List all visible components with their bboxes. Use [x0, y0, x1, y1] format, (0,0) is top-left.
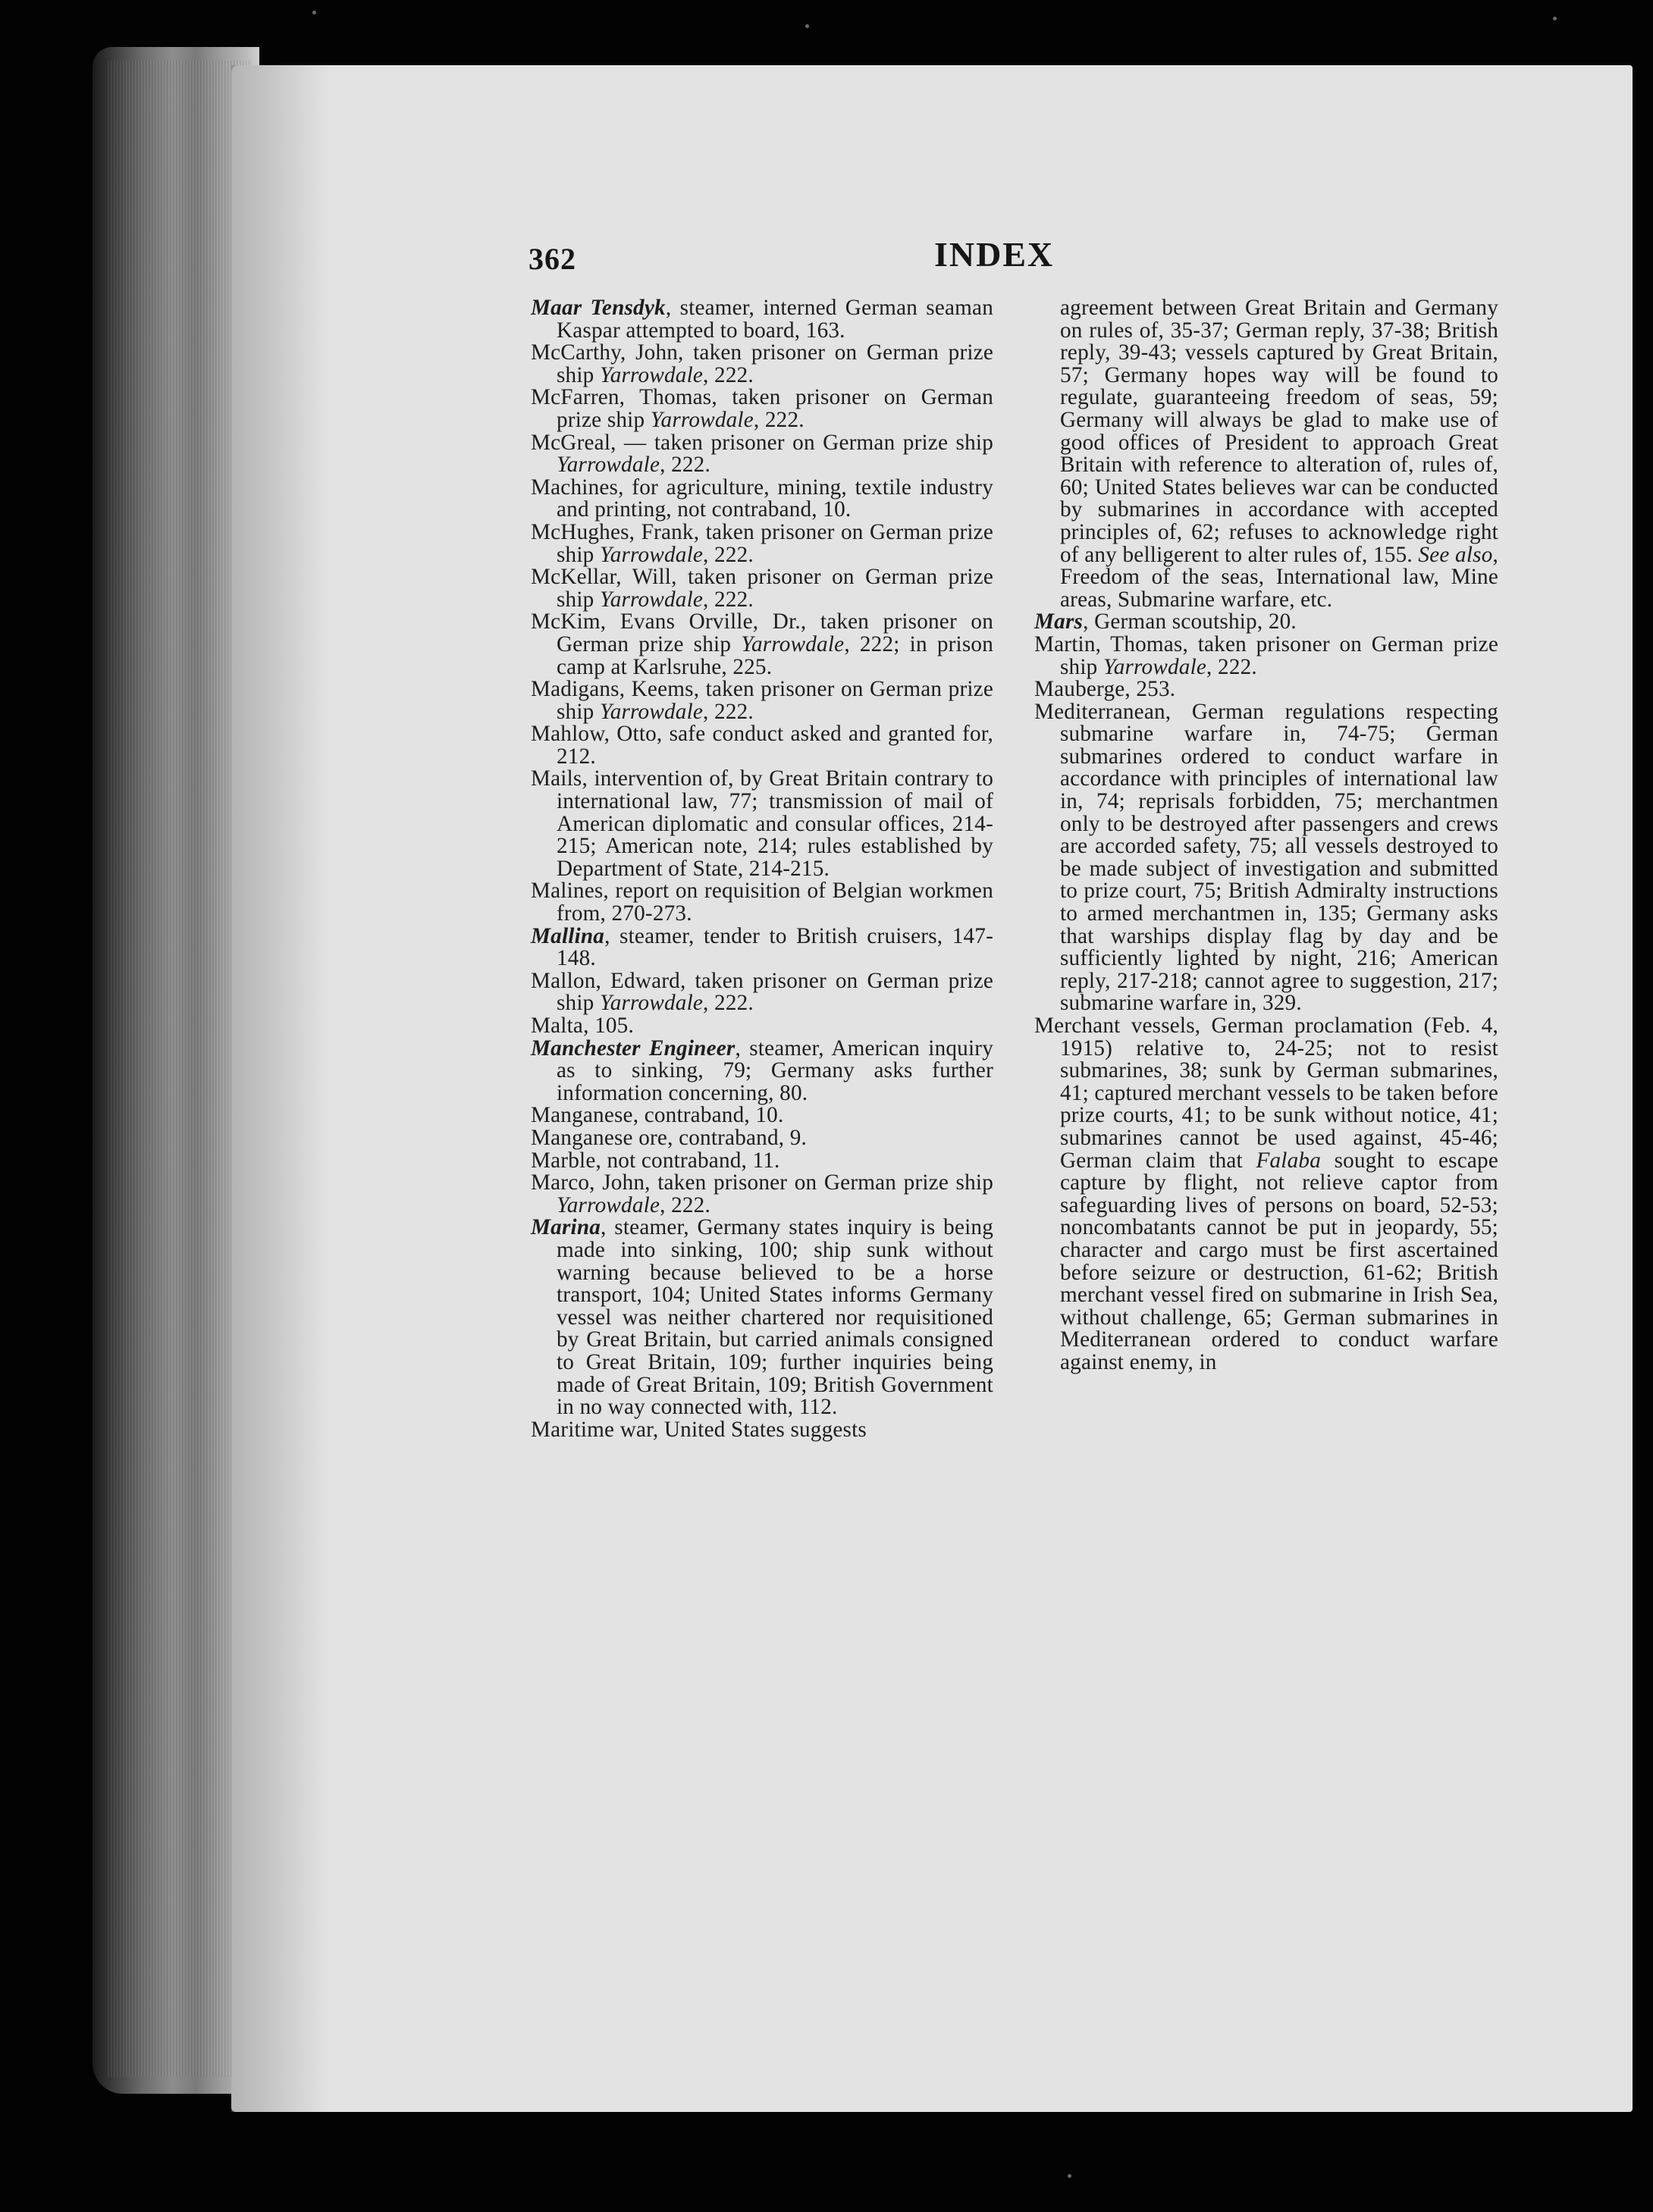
- entry-text: Manganese, contraband, 10.: [531, 1103, 784, 1128]
- index-entry-maar-tensdyk: [531, 297, 993, 342]
- italic-text: Yarrowdale: [557, 453, 660, 478]
- italic-text: Yarrowdale: [1103, 654, 1207, 679]
- italic-text: Mallina: [531, 923, 605, 948]
- italic-text: Yarrowdale: [599, 542, 704, 567]
- entry-text: sought to escape capture by flight, not relieve captor from safeguarding lives of persons on board, 52-53; noncombatants cannot be put in jeopardy, 55; character and cargo must be first ascertained before seizure or destruction, 61-62; British merchant vessel fired on submarine in Irish Sea, without challenge, 65; German submarines in Mediterranean ordered to conduct warfare against enemy, in: [1060, 1148, 1498, 1374]
- entry-text: Merchant vessels, German proclamation (Feb. 4, 1915) relative to, 24-25; not to resist submarines, 38; sunk by German submarines, 41; captured merchant vessels to be taken before prize courts, 41; to be sunk without notice, 41; submarines cannot be used against, 45-46; German claim that: [1034, 1014, 1498, 1173]
- entry-text: , 222.: [703, 587, 754, 612]
- index-entry-madigans: [531, 678, 993, 723]
- index-entry-marble: [531, 1150, 993, 1173]
- entry-text: Manganese ore, contraband, 9.: [531, 1125, 808, 1150]
- index-entry-malines: [531, 880, 993, 925]
- italic-text: Yarrowdale: [557, 1192, 660, 1217]
- entry-text: McFarren, Thomas, taken prisoner on German prize ship: [531, 385, 993, 432]
- dust-speck: [1068, 2174, 1071, 2178]
- italic-text: Mars: [1034, 609, 1084, 634]
- entry-text: McGreal, — taken prisoner on German prize ship: [531, 430, 993, 455]
- index-entry-mails: [531, 768, 993, 880]
- index-entry-mahlow: [531, 723, 993, 768]
- entry-text: Malta, 105.: [531, 1014, 634, 1038]
- index-entry-mallon: [531, 970, 993, 1015]
- italic-text: Yarrowdale: [599, 699, 704, 724]
- italic-text: Yarrowdale: [741, 631, 845, 656]
- index-entry-martin: [1034, 631, 1498, 679]
- italic-text: Yarrowdale: [599, 587, 704, 612]
- entry-text: , 222.: [660, 1192, 710, 1217]
- index-entry-malta: [531, 1015, 993, 1038]
- entry-text: Mahlow, Otto, safe conduct asked and granted for, 212.: [531, 722, 993, 769]
- index-entry-mcfarren: [531, 387, 993, 431]
- entry-text: Malines, report on requisition of Belgian workmen from, 270-273.: [531, 879, 993, 926]
- page-edge-texture: [106, 61, 250, 2077]
- entry-text: , steamer, Germany states inquiry is being made into sinking, 100; ship sunk without warning because believed to be a horse transport, 104; United States informs Germany vessel was neither chartered nor requisitioned by Great Britain, but carried animals consigned to Great Britain, 109; further inquiries being made of Great Britain, 109; British Government in no way connected with, 112.: [557, 1215, 993, 1420]
- entry-text: Martin, Thomas, taken prisoner on German prize ship: [1034, 631, 1498, 679]
- italic-text: See also: [1418, 542, 1493, 567]
- dust-speck: [1553, 17, 1557, 20]
- page-number: 362: [529, 242, 576, 276]
- index-column-left: [531, 297, 993, 1441]
- entry-text: Marble, not contraband, 11.: [531, 1148, 780, 1173]
- page-gutter-shadow: [231, 65, 330, 2112]
- entry-text: Maritime war, United States suggests: [531, 1417, 867, 1442]
- entry-text: Mediterranean, German regulations respecting submarine warfare in, 74-75; German submarines ordered to conduct warfare in accordance with principles of international law in, 74; reprisals forbidden, 75; merchantmen only to be destroyed after passengers and crews are accorded safety, 75; all vessels destroyed to be made subject of investigation and submitted to prize court, 75; British Admiralty instructions to armed merchantmen in, 135; Germany asks that warships display flag by day and be sufficiently lighted by night, 216; American reply, 217-218; cannot agree to suggestion, 217; submarine warfare in, 329.: [1034, 699, 1498, 1016]
- entry-text: Marco, John, taken prisoner on German prize ship: [531, 1170, 993, 1195]
- index-entry-mccarthy: [531, 342, 993, 387]
- index-column-right: [1034, 297, 1498, 1374]
- entry-text: , 222.: [703, 362, 754, 387]
- index-entry-marco: [531, 1172, 993, 1217]
- entry-text: McKim, Evans Orville, Dr., taken prisoner on German prize ship: [531, 609, 993, 656]
- running-head: INDEX: [934, 235, 1055, 274]
- entry-text: , Freedom of the seas, International law, Mine areas, Submarine warfare, etc.: [1060, 542, 1498, 612]
- entry-text: , 222.: [1206, 654, 1257, 679]
- italic-text: Falaba: [1256, 1148, 1321, 1173]
- index-entry-mars: [1034, 611, 1498, 634]
- entry-text: , 222.: [703, 699, 754, 724]
- entry-text: , 222; in prison camp at Karlsruhe, 225.: [557, 631, 993, 679]
- entry-text: Madigans, Keems, taken prisoner on German prize ship: [531, 677, 993, 724]
- index-entry-marina: [531, 1217, 993, 1418]
- dust-speck: [312, 11, 316, 14]
- italic-text: Maar Tensdyk: [531, 296, 666, 320]
- dust-speck: [805, 24, 809, 28]
- entry-text: Machines, for agriculture, mining, textile industry and printing, not contraband, 10.: [531, 475, 993, 522]
- entry-text: , 222.: [703, 991, 754, 1016]
- entry-text: McKellar, Will, taken prisoner on German prize ship: [531, 565, 993, 612]
- entry-text: , 222.: [703, 542, 754, 567]
- index-entry-manganese: [531, 1104, 993, 1127]
- italic-text: Manchester Engineer: [531, 1036, 736, 1061]
- italic-text: Yarrowdale: [599, 362, 704, 387]
- index-entry-mediterranean: [1034, 701, 1498, 1015]
- index-entry-mcgreal: [531, 432, 993, 477]
- index-entry-mckellar: [531, 566, 993, 611]
- entry-text: , steamer, interned German seaman Kaspar attempted to board, 163.: [557, 296, 993, 343]
- entry-text: , steamer, American inquiry as to sinking, 79; Germany asks further information concerning, 80.: [557, 1036, 993, 1105]
- entry-text: , 222.: [753, 407, 805, 432]
- entry-text: , German scoutship, 20.: [1083, 609, 1297, 634]
- italic-text: Yarrowdale: [650, 407, 754, 432]
- entry-text: , 222.: [660, 453, 710, 478]
- italic-text: Yarrowdale: [599, 991, 704, 1016]
- index-entry-manganese-ore: [531, 1127, 993, 1150]
- italic-text: Marina: [531, 1215, 601, 1240]
- index-entry-mauberge: [1034, 678, 1498, 701]
- index-entry-mchughes: [531, 519, 993, 567]
- entry-text: Mallon, Edward, taken prisoner on German prize ship: [531, 968, 993, 1016]
- entry-text: McCarthy, John, taken prisoner on German prize ship: [531, 340, 993, 387]
- entry-text: Mails, intervention of, by Great Britain contrary to international law, 77; transmission of mail of American diplomatic and consular offices, 214-215; American note, 214; rules established by Department of State, 214-215.: [531, 766, 993, 881]
- entry-text: McHughes, Frank, taken prisoner on German prize ship: [531, 519, 993, 567]
- index-entry-maritime-war: [531, 1419, 993, 1442]
- index-entry-mckim: [531, 611, 993, 678]
- entry-text: agreement between Great Britain and Germany on rules of, 35-37; German reply, 37-38; British reply, 39-43; vessels captured by Great Britain, 57; Germany hopes way will be found to regulate, guaranteeing freedom of seas, 59; Germany will always be glad to make use of good offices of President to approach Great Britain with reference to alteration of, rules of, 60; United States believes war can be conducted by submarines in accordance with accepted principles of, 62; refuses to acknowledge right of any belligerent to alter rules of, 155.: [1060, 296, 1498, 567]
- index-entry-maritime-war-cont: [1034, 297, 1498, 611]
- index-entry-merchant-vessels: [1034, 1015, 1498, 1374]
- index-entry-machines: [531, 477, 993, 522]
- index-entry-manchester-engineer: [531, 1038, 993, 1105]
- index-entry-mallina: [531, 923, 993, 971]
- entry-text: Mauberge, 253.: [1034, 677, 1176, 702]
- entry-text: , steamer, tender to British cruisers, 147-148.: [557, 923, 993, 971]
